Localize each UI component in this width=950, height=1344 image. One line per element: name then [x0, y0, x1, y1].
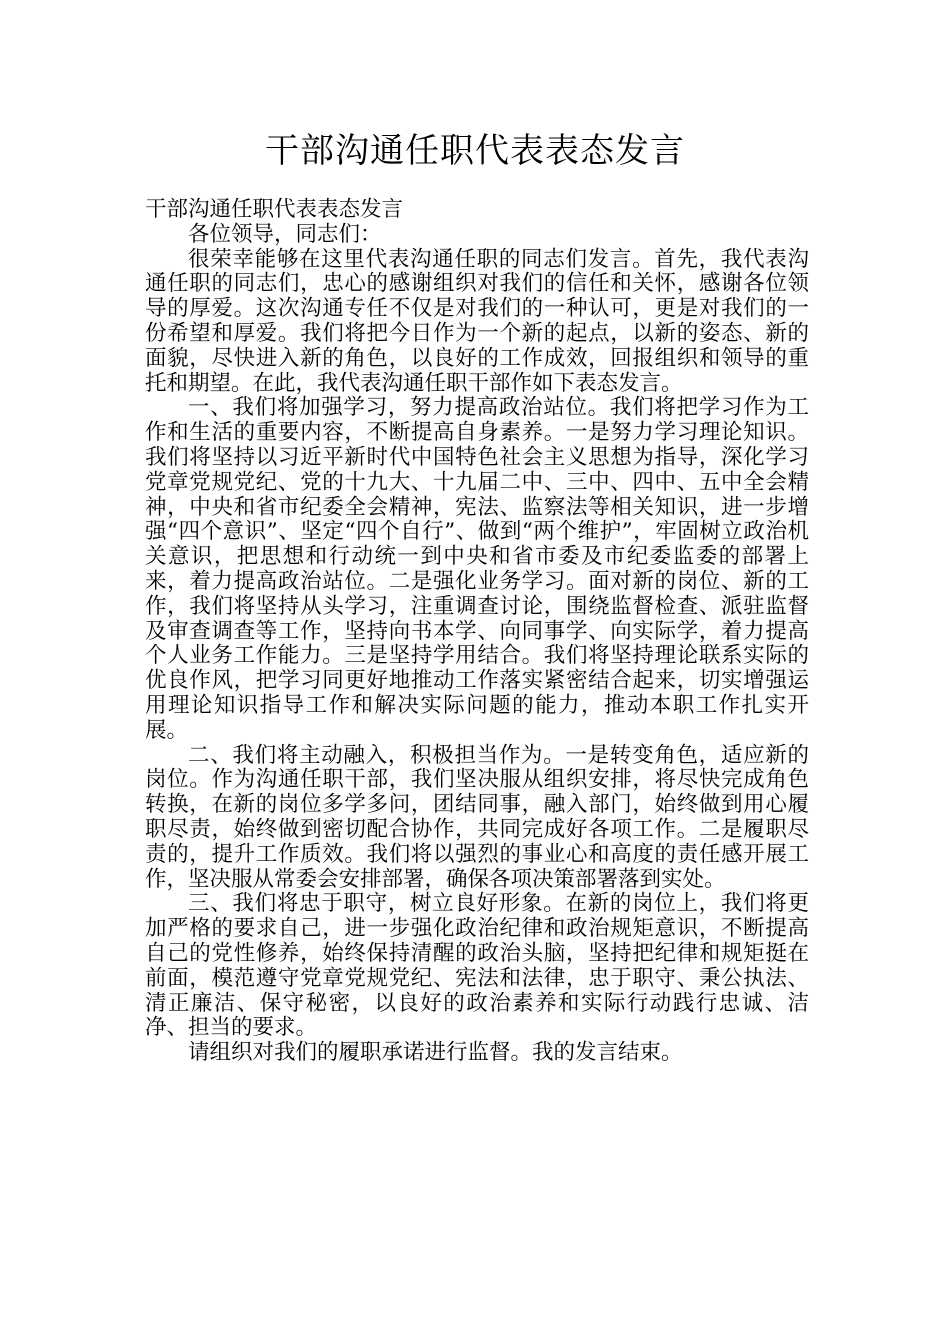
document-subtitle: 干部沟通任职代表表态发言 [145, 197, 404, 222]
paragraph-intro: 很荣幸能够在这里代表沟通任职的同志们发言。首先，我代表沟通任职的同志们，忠心的感谢组织对我们的信任和关怀，感谢各位领导的厚爱。这次沟通专任不仅是对我们的一种认可，更是对我们的一份希望和厚爱。我们将把今日作为一个新的起点，以新的姿态、新的面貌，尽快进入新的角色，以良好的工作成效，回报组织和领导的重托和期望。在此，我代表沟通任职干部作如下表态发言。 [145, 246, 809, 396]
paragraph-point-two: 二、我们将主动融入，积极担当作为。一是转变角色，适应新的岗位。作为沟通任职干部，我们坚决服从组织安排，将尽快完成角色转换，在新的岗位多学多问，团结同事，融入部门，始终做到用心履职尽责，始终做到密切配合协作，共同完成好各项工作。二是履职尽责的，提升工作质效。我们将以强烈的事业心和高度的责任感开展工作，坚决服从常委会安排部署，确保各项决策部署落到实处。 [145, 742, 809, 892]
document-body [145, 198, 809, 1066]
paragraph-closing: 请组织对我们的履职承诺进行监督。我的发言结束。 [188, 1040, 683, 1066]
paragraph-point-one: 一、我们将加强学习，努力提高政治站位。我们将把学习作为工作和生活的重要内容，不断提高自身素养。一是努力学习理论知识。我们将坚持以习近平新时代中国特色社会主义思想为指导，深化学习党章党规党纪、党的十九大、十九届二中、三中、四中、五中全会精神，中央和省市纪委全会精神，宪法、监察法等相关知识，进一步增强“四个意识”、坚定“四个自行”、做到“两个维护”，牢固树立政治机关意识，把思想和行动统一到中央和省市委及市纪委监委的部署上来，着力提高政治站位。二是强化业务学习。面对新的岗位、新的工作，我们将坚持从头学习，注重调查讨论，围绕监督检查、派驻监督及审查调查等工作，坚持向书本学、向同事学、向实际学，着力提高个人业务工作能力。三是坚持学用结合。我们将坚持理论联系实际的优良作风，把学习同更好地推动工作落实紧密结合起来，切实增强运用理论知识指导工作和解决实际问题的能力，推动本职工作扎实开展。 [145, 395, 809, 743]
page-title: 干部沟通任职代表表态发言 [265, 131, 685, 171]
paragraph-point-three: 三、我们将忠于职守，树立良好形象。在新的岗位上，我们将更加严格的要求自己，进一步强化政治纪律和政治规矩意识，不断提高自己的党性修养，始终保持清醒的政治头脑，坚持把纪律和规矩挺在前面，模范遵守党章党规党纪、宪法和法律，忠于职守、秉公执法、清正廉洁、保守秘密，以良好的政治素养和实际行动践行忠诚、洁净、担当的要求。 [145, 891, 809, 1041]
salutation: 各位领导，同志们： [188, 221, 382, 247]
